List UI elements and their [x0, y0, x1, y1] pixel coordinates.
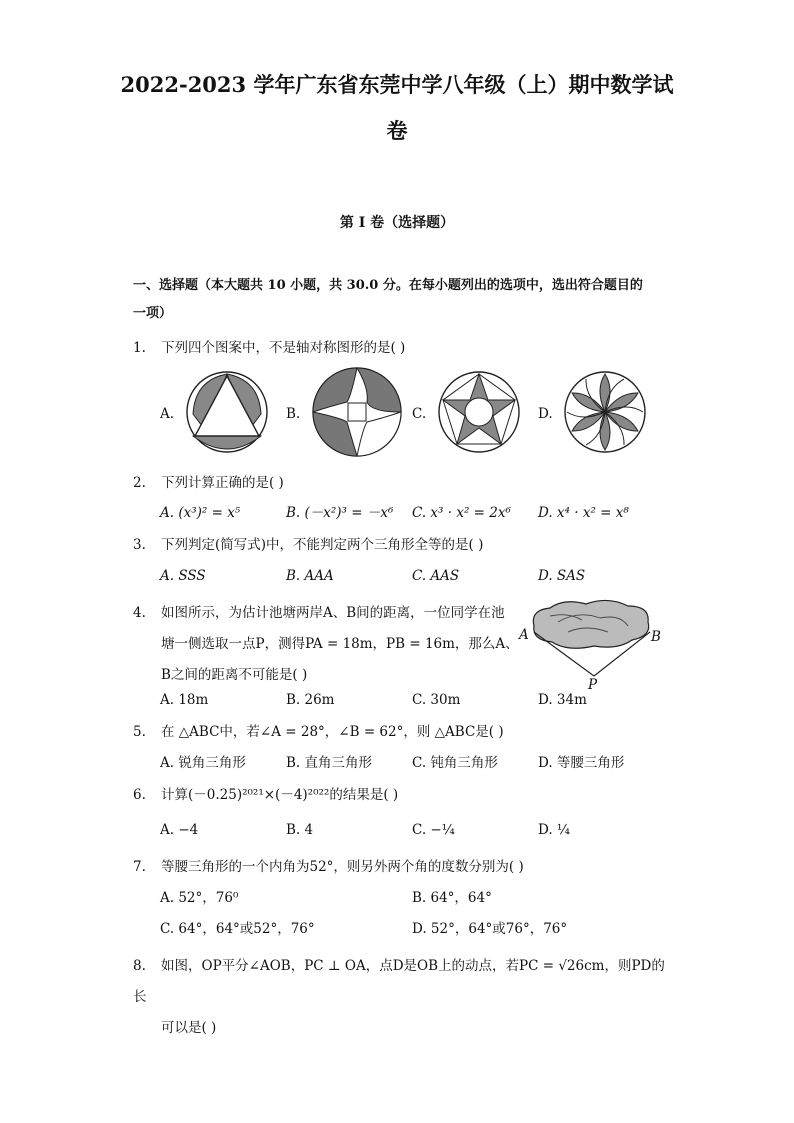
question-number: 7.: [133, 859, 146, 875]
question-3: [133, 535, 483, 555]
option-c: C. −¼: [412, 822, 455, 838]
option-c: C. 64°，64°或52°，76°: [160, 921, 315, 937]
figure-c-star: [437, 370, 521, 454]
option-a: A. 52°，76⁰: [160, 890, 239, 906]
part-line-1: 一、选择题（本大题共 10 小题，共 30.0 分。在每小题列出的选项中，选出符合题目的: [133, 278, 643, 293]
option-b: B. AAA: [286, 568, 334, 584]
option-b: B. 直角三角形: [286, 755, 373, 771]
point-b-label: B: [651, 629, 661, 645]
question-number: 8.: [133, 958, 146, 974]
figure-a-triangle-circle: [185, 370, 269, 454]
figure-d-petals: [563, 370, 647, 454]
question-text-line-1: 如图，OP平分∠AOB，PC ⊥ OA，点D是OB上的动点，若PC = √26cm，则PD的长: [133, 958, 665, 1005]
option-d: D. 等腰三角形: [538, 755, 625, 771]
question-number: 3.: [133, 537, 146, 553]
title-line-1: 2022-2023 学年广东省东莞中学八年级（上）期中数学试: [120, 72, 674, 97]
question-number: 6.: [133, 787, 146, 803]
option-c: C. 钝角三角形: [412, 755, 498, 771]
part-instructions: [133, 272, 673, 328]
question-7: [133, 857, 524, 877]
option-b: B. 64°，64°: [412, 890, 492, 906]
question-text: 下列判定(简写式)中，不能判定两个三角形全等的是( ): [161, 537, 484, 553]
part-line-2: 一项）: [133, 306, 173, 321]
point-p-label: P: [588, 677, 598, 693]
question-2: [133, 473, 284, 493]
question-text-line-2: 塘一侧选取一点P，测得PA = 18m，PB = 16m，那么A、: [161, 636, 519, 652]
section-title: 第 I 卷（选择题）: [339, 215, 455, 231]
exam-title: [60, 62, 734, 154]
question-text: 下列四个图案中，不是轴对称图形的是( ): [161, 340, 406, 356]
option-a: A. SSS: [160, 568, 206, 584]
question-4: [133, 598, 519, 691]
option-d: D. 34m: [538, 692, 587, 708]
question-text: 计算(－0.25)²⁰²¹×(－4)²⁰²²的结果是( ): [161, 787, 399, 803]
option-c: C. x³ · x² = 2x⁶: [412, 505, 511, 521]
question-number: 1.: [133, 340, 146, 356]
title-line-2: 卷: [386, 118, 408, 143]
question-5: [133, 722, 504, 742]
option-d: D. ¼: [538, 822, 571, 838]
question-text-line-2: 可以是( ): [161, 1020, 217, 1036]
question-text-line-3: B之间的距离不可能是( ): [161, 667, 308, 683]
option-d-label: D.: [538, 406, 553, 422]
option-a-label: A.: [160, 406, 175, 422]
option-c-label: C.: [412, 406, 427, 422]
pond-figure: [528, 596, 658, 682]
option-d: D. x⁴ · x² = x⁸: [538, 505, 629, 521]
question-text: 下列计算正确的是( ): [161, 475, 284, 491]
question-number: 4.: [133, 605, 146, 621]
option-a: A. 18m: [160, 692, 209, 708]
option-a: A. −4: [160, 822, 199, 838]
option-b: B. 26m: [286, 692, 335, 708]
question-number: 5.: [133, 724, 146, 740]
question-6: [133, 785, 398, 805]
option-d: D. SAS: [538, 568, 586, 584]
option-c: C. 30m: [412, 692, 461, 708]
option-d: D. 52°，64°或76°，76°: [412, 921, 568, 937]
option-a: A. (x³)² = x⁵: [160, 505, 241, 521]
figure-b-swirl: [311, 366, 403, 458]
option-c: C. AAS: [412, 568, 460, 584]
question-text-line-1: 如图所示，为估计池塘两岸A、B间的距离，一位同学在池: [161, 605, 505, 621]
question-text: 在 △ABC中，若∠A = 28°，∠B = 62°，则 △ABC是( ): [161, 724, 504, 740]
question-number: 2.: [133, 475, 146, 491]
question-text: 等腰三角形的一个内角为52°，则另外两个角的度数分别为( ): [161, 859, 524, 875]
option-b: B. 4: [286, 822, 314, 838]
question-8: [133, 951, 673, 1044]
option-b-label: B.: [286, 406, 301, 422]
question-1: [133, 338, 405, 358]
point-a-label: A: [519, 627, 529, 643]
option-a: A. 锐角三角形: [160, 755, 246, 771]
option-b: B. (－x²)³ = －x⁶: [286, 505, 394, 521]
